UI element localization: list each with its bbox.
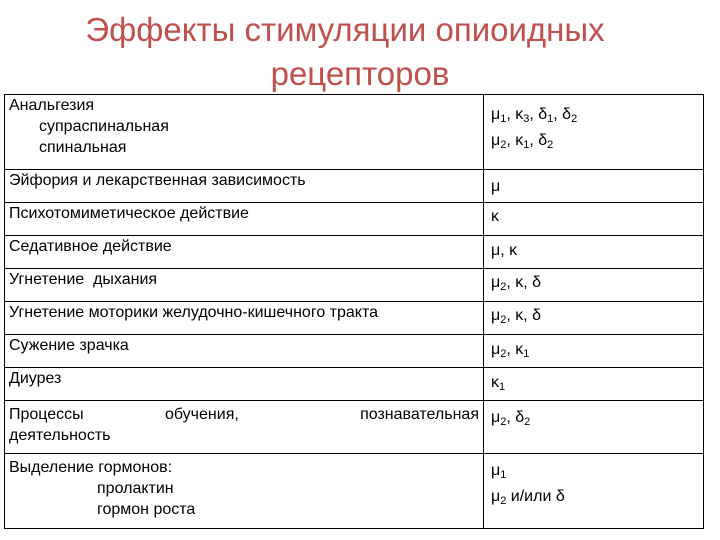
receptor-text: κ	[491, 208, 499, 225]
effect-text: деятельность	[9, 427, 111, 444]
slide-title	[0, 8, 720, 96]
effect-cell	[5, 335, 484, 368]
table-row	[5, 368, 704, 401]
table-row	[5, 95, 704, 170]
title-line-2: рецепторов	[270, 55, 450, 92]
receptor-cell	[484, 368, 704, 401]
receptor-text: $\mu_2$, $\delta_2$	[491, 409, 531, 428]
table-row	[5, 335, 704, 368]
receptor-cell	[484, 95, 704, 170]
effect-text: Эйфория и лекарственная зависимость	[9, 172, 306, 189]
effect-cell	[5, 236, 484, 269]
effect-text: Седативное действие	[9, 238, 172, 255]
effect-cell	[5, 203, 484, 236]
effect-text: Анальгезия	[9, 97, 95, 114]
receptor-text: $\mu_1$, $\kappa_3$, $\delta_1$, $\delta_2$	[491, 106, 578, 125]
receptor-text: $\mu_2$, $\kappa_1$, $\delta_2$	[491, 132, 554, 151]
effect-text: Психотомиметическое действие	[9, 205, 249, 222]
receptor-text: $\kappa_1$	[491, 374, 506, 393]
effect-cell	[5, 269, 484, 302]
opioid-effects-table	[4, 94, 704, 529]
table-row	[5, 269, 704, 302]
effect-cell	[5, 302, 484, 335]
table-row	[5, 236, 704, 269]
effect-text: Процессы обучения, познавательная	[9, 406, 479, 423]
effect-text: Угнетение моторики желудочно-кишечного тракта	[9, 304, 379, 321]
effect-text: Сужение зрачка	[9, 337, 129, 354]
receptor-cell	[484, 170, 704, 203]
table-row	[5, 401, 704, 454]
receptor-cell	[484, 401, 704, 454]
effect-cell	[5, 401, 484, 454]
effect-cell	[5, 170, 484, 203]
title-line-1: Эффекты стимуляции опиоидных	[85, 11, 605, 48]
receptor-cell	[484, 269, 704, 302]
receptor-text: $\mu_2$ и/или δ	[491, 488, 565, 507]
receptor-text: $\mu_1$	[491, 462, 507, 481]
effect-cell	[5, 95, 484, 170]
effect-text: Выделение гормонов:	[9, 459, 173, 476]
effect-subtext: спинальная	[39, 139, 127, 156]
receptor-text: $\mu_2$, κ, δ	[491, 307, 542, 326]
table-row	[5, 170, 704, 203]
receptor-cell	[484, 335, 704, 368]
receptor-cell	[484, 302, 704, 335]
receptor-text: μ, κ	[491, 242, 518, 259]
receptor-text: $\mu_2$, κ, δ	[491, 274, 542, 293]
receptor-text: $\mu_2$, $\kappa_1$	[491, 341, 530, 360]
effect-text: Угнетение дыхания	[9, 271, 158, 288]
table-row	[5, 302, 704, 335]
effect-subtext: пролактин	[97, 480, 174, 497]
table-row	[5, 454, 704, 529]
effect-subtext: супраспинальная	[39, 118, 169, 135]
effect-subtext: гормон роста	[97, 501, 196, 518]
receptor-cell	[484, 454, 704, 529]
effect-cell	[5, 368, 484, 401]
effect-cell	[5, 454, 484, 529]
receptor-text: μ	[491, 178, 501, 195]
table-row	[5, 203, 704, 236]
effect-text: Диурез	[9, 370, 62, 387]
receptor-cell	[484, 236, 704, 269]
receptor-cell	[484, 203, 704, 236]
